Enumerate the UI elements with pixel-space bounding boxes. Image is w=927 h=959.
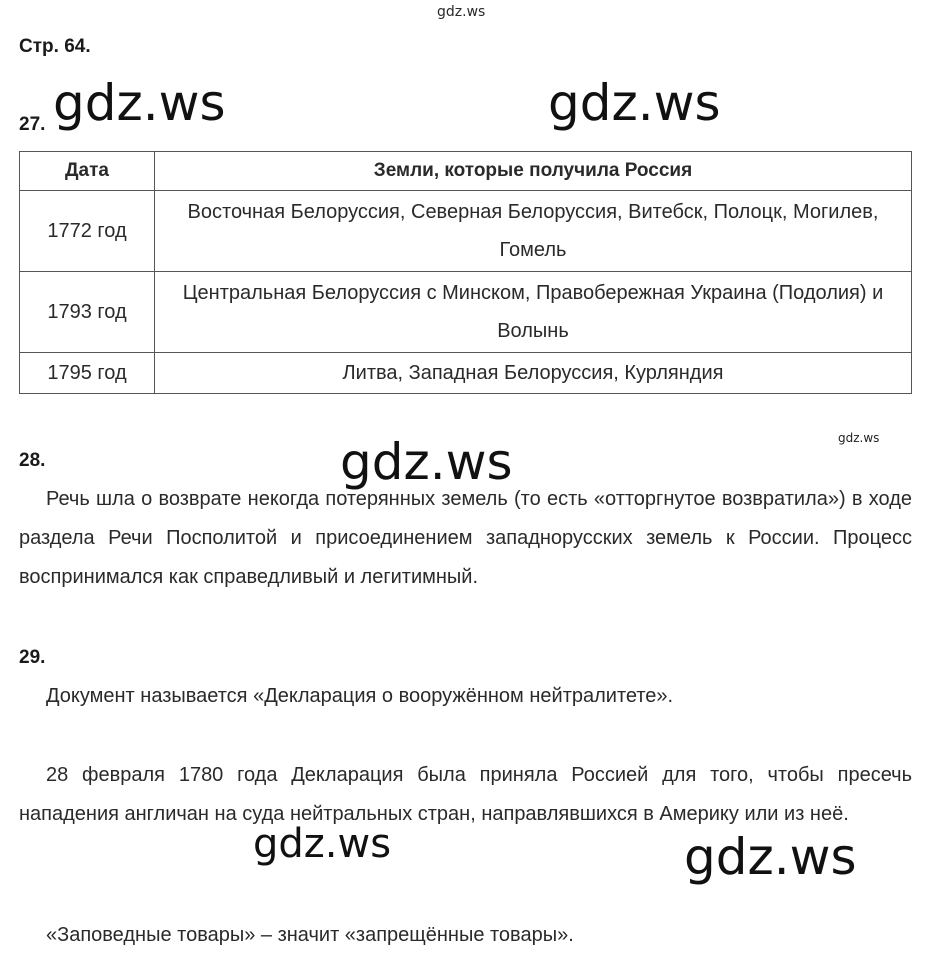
cell-year: 1772 год (20, 191, 155, 272)
page-label: Стр. 64. (19, 36, 91, 57)
table-header-row (20, 152, 912, 191)
task-27-number: 27. (19, 114, 46, 135)
table-row (20, 353, 912, 394)
lands-table (19, 151, 912, 394)
cell-lands: Восточная Белоруссия, Северная Белоруссия, Витебск, Полоцк, Могилев, Гомель (155, 191, 912, 272)
cell-lands: Центральная Белоруссия с Минском, Правобережная Украина (Подолия) и Волынь (155, 272, 912, 353)
column-header-date: Дата (20, 152, 155, 191)
task-28-number: 28. (19, 450, 46, 471)
task-29-paragraph-1: Документ называется «Декларация о вооружённом нейтралитете». (46, 685, 674, 707)
task-29-paragraph-3: «Заповедные товары» – значит «запрещённые товары». (46, 924, 574, 946)
watermark-1: gdz.ws (53, 74, 226, 132)
watermark-2: gdz.ws (548, 74, 721, 132)
task-29-number: 29. (19, 647, 46, 668)
watermark-3: gdz.ws (340, 433, 513, 491)
watermark-side: gdz.ws (838, 431, 880, 445)
table-row (20, 191, 912, 272)
cell-year: 1795 год (20, 353, 155, 394)
column-header-lands: Земли, которые получила Россия (155, 152, 912, 191)
task-28-text: Речь шла о возврате некогда потерянных земель (то есть «отторгнутое возвратила») в ходе раздела Речи Посполитой и присоединением западнорусских земель к России. Процесс воспринимался как справедливый и легитимный. (19, 488, 912, 588)
task-29-paragraph-2: 28 февраля 1780 года Декларация была приняла Россией для того, чтобы пресечь нападения англичан на суда нейтральных стран, направлявшихся в Америку или из неё. (19, 764, 912, 825)
watermark-top: gdz.ws (437, 4, 486, 20)
watermark-5: gdz.ws (684, 828, 857, 886)
cell-year: 1793 год (20, 272, 155, 353)
cell-lands: Литва, Западная Белоруссия, Курляндия (155, 353, 912, 394)
watermark-4: gdz.ws (253, 821, 392, 867)
table-row (20, 272, 912, 353)
